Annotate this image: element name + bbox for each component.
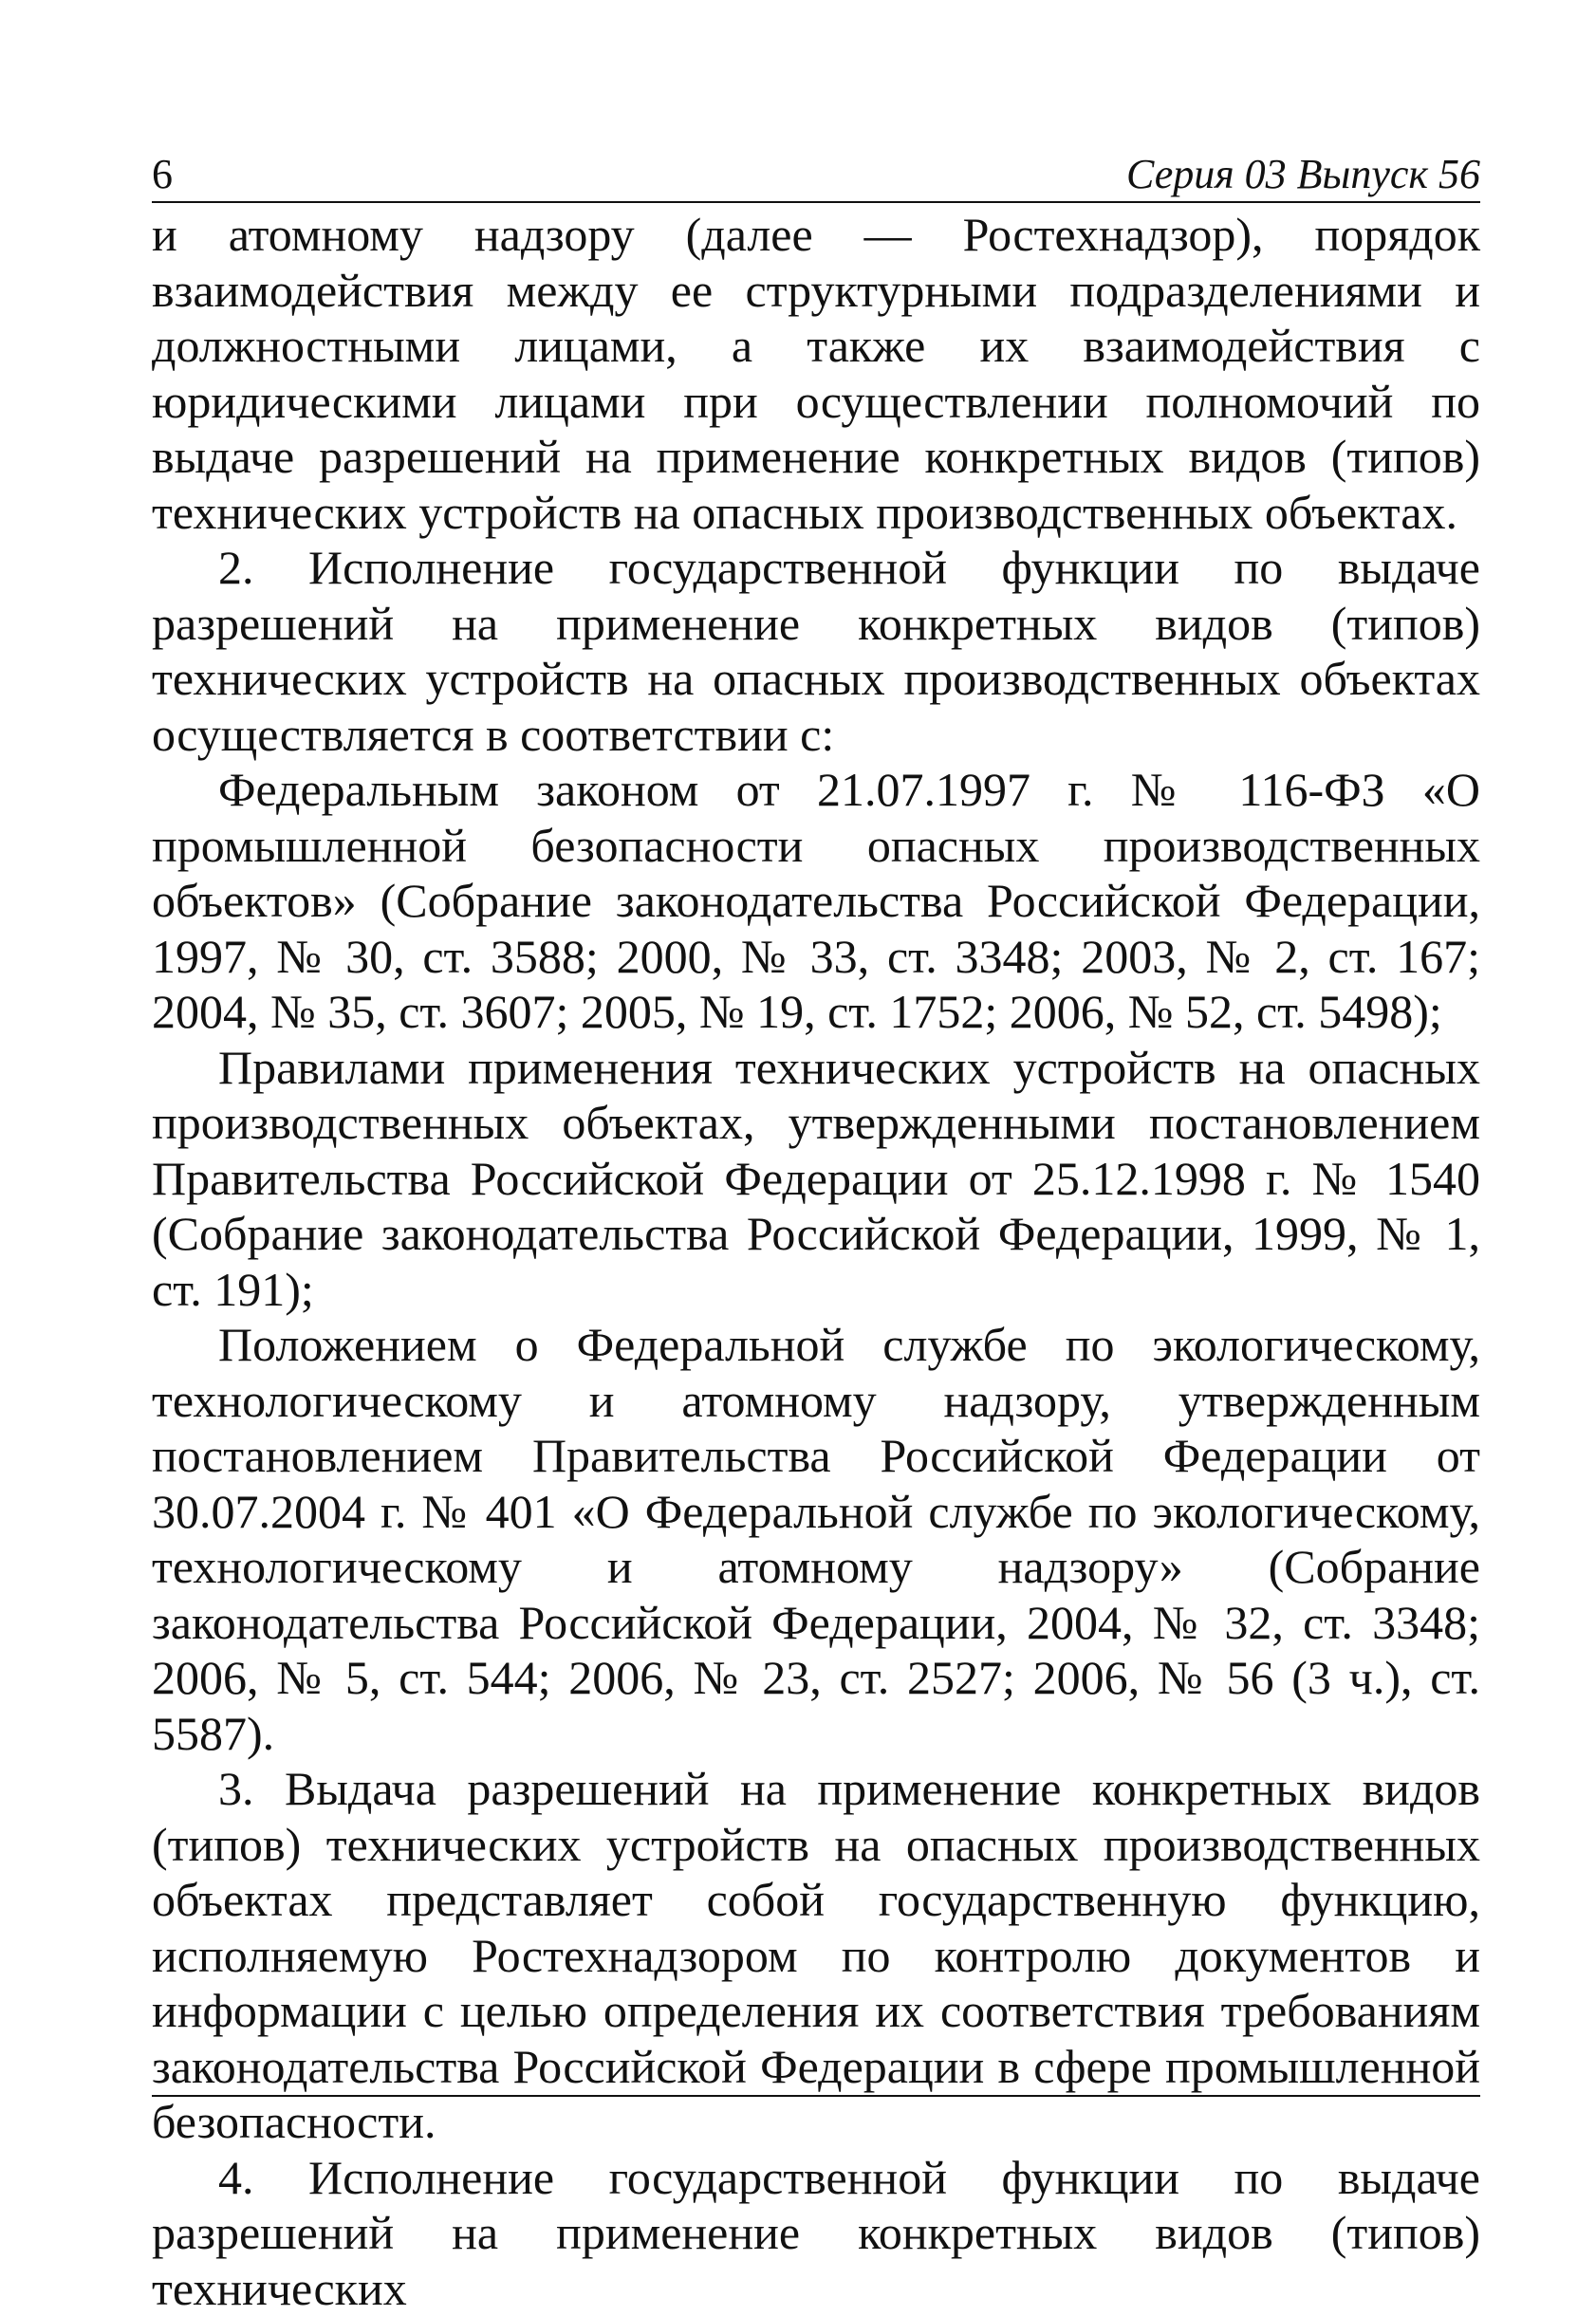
document-page bbox=[152, 142, 1480, 2097]
paragraph-regulation: Положением о Федеральной службе по экологическому, технологическому и атомному надзору, утвержденным постановлением Правительства Российской Федерации от 30.07.2004 г. № 401 «О Федеральной службе по экологическому, технологическому и атомному надзору» (Собрание законодательства Российской Федерации, 2004, № 32, ст. 3348; 2006, № 5, ст. 544; 2006, № 23, ст. 2527; 2006, № 56 (3 ч.), ст. 5587). bbox=[152, 1317, 1480, 1761]
series-title: Серия 03 Выпуск 56 bbox=[1126, 154, 1480, 195]
paragraph-rules: Правилами применения технических устройств на опасных производственных объектах, утвержденными постановлением Правительства Российской Федерации от 25.12.1998 г. № 1540 (Собрание законодательства Российской Федерации, 1999, № 1, ст. 191); bbox=[152, 1040, 1480, 1318]
paragraph-item-4: 4. Исполнение государственной функции по выдаче разрешений на применение конкретных видов (типов) технических bbox=[152, 2150, 1480, 2316]
running-header bbox=[152, 142, 1480, 203]
paragraph-federal-law: Федеральным законом от 21.07.1997 г. № 116-ФЗ «О промышленной безопасности опасных производственных объектов» (Собрание законодательства Российской Федерации, 1997, № 30, ст. 3588; 2000, № 33, ст. 3348; 2003, № 2, ст. 167; 2004, № 35, ст. 3607; 2005, № 19, ст. 1752; 2006, № 52, ст. 5498); bbox=[152, 762, 1480, 1040]
body-text bbox=[152, 207, 1480, 2316]
page-number: 6 bbox=[152, 154, 173, 195]
paragraph-item-2: 2. Исполнение государственной функции по выдаче разрешений на применение конкретных видов (типов) технических устройств на опасных производственных объектах осуществляется в соответствии с: bbox=[152, 540, 1480, 762]
bottom-rule bbox=[152, 2095, 1480, 2097]
paragraph-continuation: и атомному надзору (далее — Ростехнадзор), порядок взаимодействия между ее структурными подразделениями и должностными лицами, а также их взаимодействия с юридическими лицами при осуществлении полномочий по выдаче разрешений на применение конкретных видов (типов) технических устройств на опасных производственных объектах. bbox=[152, 207, 1480, 540]
paragraph-item-3: 3. Выдача разрешений на применение конкретных видов (типов) технических устройств на опасных производственных объектах представляет собой государственную функцию, исполняемую Ростехнадзором по контролю документов и информации с целью определения их соответствия требованиям законодательства Российской Федерации в сфере промышленной безопасности. bbox=[152, 1761, 1480, 2150]
